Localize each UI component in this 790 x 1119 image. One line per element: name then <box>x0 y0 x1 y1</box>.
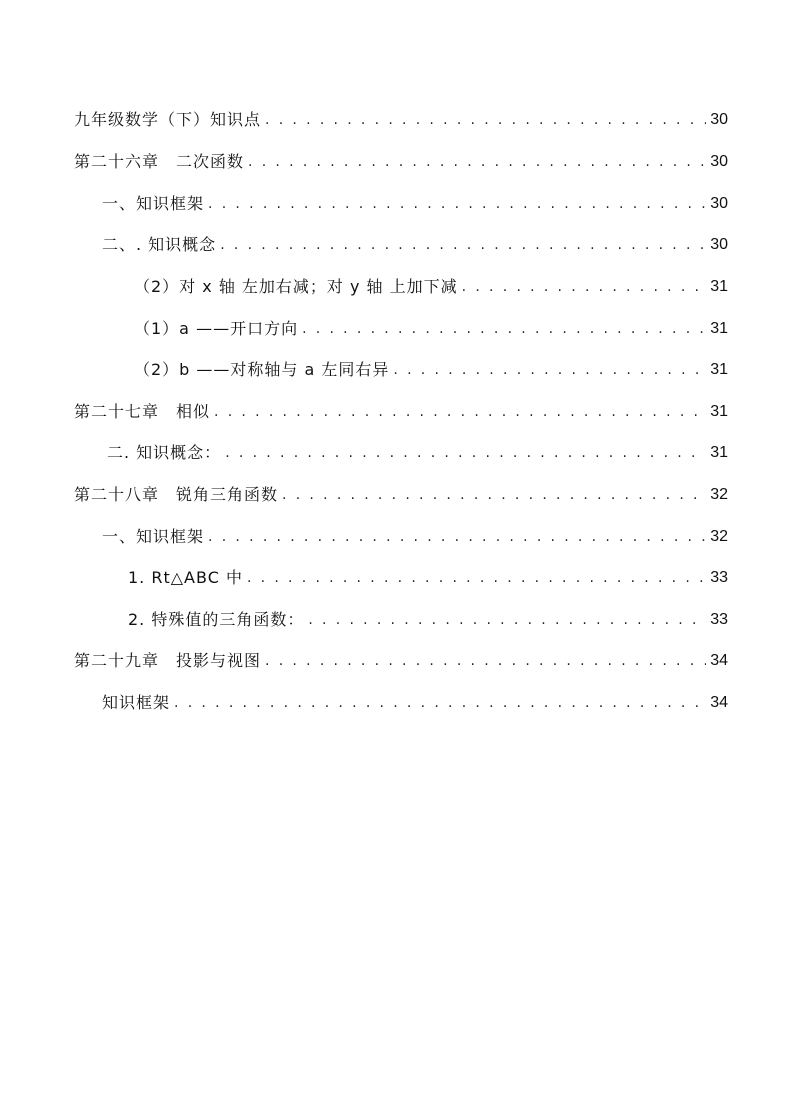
toc-entry[interactable] <box>102 231 728 255</box>
toc-entry-title: 第二十九章 投影与视图 <box>74 651 262 670</box>
dot-leader <box>174 693 706 713</box>
dot-leader <box>208 527 706 547</box>
dot-leader <box>248 152 706 172</box>
dot-leader <box>282 485 706 505</box>
dot-leader <box>220 235 706 255</box>
toc-entry-title: 九年级数学（下）知识点 <box>74 110 262 129</box>
toc-entry[interactable] <box>128 564 728 588</box>
dot-leader <box>225 443 706 463</box>
toc-entry[interactable] <box>107 439 728 463</box>
toc-entry-title: （1）a ——开口方向 <box>134 319 299 338</box>
dot-leader <box>247 568 706 588</box>
toc-entry-page: 32 <box>710 486 728 503</box>
toc-entry[interactable] <box>74 148 728 172</box>
toc-entry[interactable] <box>134 273 728 297</box>
toc-entry[interactable] <box>74 398 728 422</box>
toc-entry-title: 第二十八章 锐角三角函数 <box>74 485 279 504</box>
toc-entry-title: （2）对 x 轴 左加右减；对 y 轴 上加下减 <box>134 277 458 296</box>
toc-entry[interactable] <box>102 689 728 713</box>
toc-entry-page: 31 <box>710 444 728 461</box>
toc-entry-page: 30 <box>710 153 728 170</box>
toc-entry-page: 33 <box>710 611 728 628</box>
toc-entry[interactable] <box>128 606 728 630</box>
toc-entry-title: 知识框架 <box>102 693 171 712</box>
dot-leader <box>214 402 706 422</box>
toc-entry-title: 二. 知识概念： <box>107 443 222 462</box>
dot-leader <box>208 194 706 214</box>
toc-entry-page: 30 <box>710 236 728 253</box>
toc-entry-page: 31 <box>710 403 728 420</box>
toc-entry-title: 一、知识框架 <box>102 527 205 546</box>
toc-entry-title: （2）b ——对称轴与 a 左同右异 <box>134 360 390 379</box>
toc-entry-page: 30 <box>710 195 728 212</box>
toc-entry[interactable] <box>134 356 728 380</box>
toc-entry[interactable] <box>74 106 728 130</box>
toc-entry-page: 31 <box>710 278 728 295</box>
toc-entry-title: 第二十六章 二次函数 <box>74 152 245 171</box>
toc-entry-page: 33 <box>710 569 728 586</box>
toc-entry-title: 第二十七章 相似 <box>74 402 211 421</box>
toc-entry-page: 34 <box>710 694 728 711</box>
toc-entry[interactable] <box>74 647 728 671</box>
dot-leader <box>462 277 707 297</box>
toc-entry[interactable] <box>102 523 728 547</box>
dot-leader <box>265 110 706 130</box>
toc-entry-title: 1. Rt△ABC 中 <box>128 568 243 587</box>
dot-leader <box>308 610 706 630</box>
toc-entry-page: 34 <box>710 652 728 669</box>
toc-entry-title: 2. 特殊值的三角函数： <box>128 610 305 629</box>
toc-entry[interactable] <box>102 190 728 214</box>
toc-entry-page: 30 <box>710 111 728 128</box>
toc-entry-page: 31 <box>710 320 728 337</box>
toc-entry-title: 一、知识框架 <box>102 194 205 213</box>
toc-entry[interactable] <box>74 481 728 505</box>
dot-leader <box>302 319 706 339</box>
toc-entry-page: 32 <box>710 528 728 545</box>
toc-entry-title: 二、. 知识概念 <box>102 235 217 254</box>
dot-leader <box>265 651 706 671</box>
toc-entry[interactable] <box>134 315 728 339</box>
dot-leader <box>393 360 706 380</box>
toc-entry-page: 31 <box>710 361 728 378</box>
